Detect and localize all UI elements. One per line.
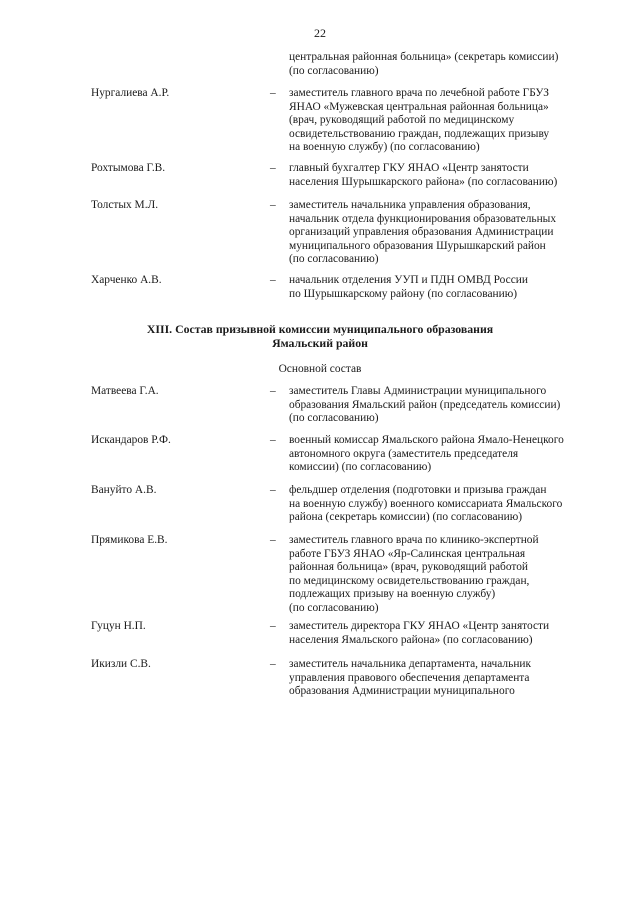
dash-separator: – (270, 274, 276, 286)
position-line: заместитель главного врача по клинико-экспертной (289, 534, 539, 546)
position-line: организаций управления образования Администрации (289, 226, 554, 239)
position-line: (по согласованию) (289, 412, 379, 425)
position-line: заместитель директора ГКУ ЯНАО «Центр занятости (289, 620, 550, 632)
position-line: комиссии) (по согласованию) (289, 461, 432, 474)
member-name: Толстых М.Л. (91, 199, 159, 211)
member-position (289, 199, 607, 267)
continuation-line: (по согласованию) (289, 64, 379, 77)
position-line: муниципального образования Шурышкарский район (289, 239, 546, 252)
subsection-heading: Основной состав (278, 363, 362, 375)
position-line: заместитель главного врача по лечебной работе ГБУЗ (289, 87, 549, 99)
position-line: заместитель Главы Администрации муниципального (289, 385, 547, 397)
continuation-text (289, 51, 607, 78)
position-line: управления правового обеспечения департамента (289, 671, 530, 684)
position-line: автономного округа (заместитель председателя (289, 447, 519, 460)
position-line: образования Ямальский район (председатель комиссии) (289, 398, 561, 411)
position-line: военный комиссар Ямальского района Ямало-Ненецкого (289, 434, 564, 446)
member-name: Искандаров Р.Ф. (91, 434, 171, 446)
position-line: на военную службу) (по согласованию) (289, 141, 480, 154)
position-line: (врач, руководящий работой по медицинскому (289, 114, 515, 127)
member-position (289, 274, 607, 301)
member-name: Матвеева Г.А. (91, 385, 159, 397)
position-line: образования Администрации муниципального (289, 685, 515, 698)
member-position (289, 534, 607, 616)
member-name: Икизли С.В. (91, 658, 151, 670)
member-name: Гуцун Н.П. (91, 620, 146, 632)
member-name: Вануйто А.В. (91, 484, 157, 496)
position-line: ЯНАО «Мужевская центральная районная больница» (289, 100, 549, 113)
member-position (289, 620, 607, 647)
position-line: (по согласованию) (289, 601, 379, 614)
position-line: работе ГБУЗ ЯНАО «Яр-Салинская центральная (289, 547, 526, 560)
dash-separator: – (270, 87, 276, 99)
section-heading-line: Ямальский район (272, 335, 368, 350)
member-name: Рохтымова Г.В. (91, 162, 166, 174)
member-position (289, 434, 607, 475)
position-line: районная больница» (врач, руководящий работой (289, 561, 528, 574)
position-line: района (секретарь комиссии) (по согласованию) (289, 511, 523, 524)
member-position (289, 484, 607, 525)
member-position (289, 385, 607, 426)
dash-separator: – (270, 434, 276, 446)
position-line: освидетельствованию граждан, подлежащих призыву (289, 127, 550, 140)
dash-separator: – (270, 620, 276, 632)
position-line: (по согласованию) (289, 253, 379, 266)
position-line: на военную службу) военного комиссариата Ямальского (289, 497, 563, 510)
position-line: по медицинскому освидетельствованию граждан, (289, 574, 530, 587)
position-line: населения Шурышкарского района» (по согласованию) (289, 175, 558, 188)
dash-separator: – (270, 199, 276, 211)
position-line: населения Ямальского района» (по согласованию) (289, 633, 533, 646)
page-number: 22 (314, 26, 326, 40)
dash-separator: – (270, 484, 276, 496)
section-heading (0, 323, 640, 351)
position-line: главный бухгалтер ГКУ ЯНАО «Центр занятости (289, 162, 529, 174)
continuation-line: центральная районная больница» (секретарь комиссии) (289, 51, 559, 63)
dash-separator: – (270, 385, 276, 397)
dash-separator: – (270, 658, 276, 670)
member-position (289, 87, 607, 155)
position-line: подлежащих призыву на военную службу) (289, 588, 496, 601)
position-line: заместитель начальника департамента, начальник (289, 658, 532, 670)
member-name: Нургалиева А.Р. (91, 87, 170, 99)
member-position (289, 658, 607, 699)
position-line: фельдшер отделения (подготовки и призыва граждан (289, 484, 547, 496)
member-position (289, 162, 607, 189)
member-name: Харченко А.В. (91, 274, 162, 286)
dash-separator: – (270, 534, 276, 546)
position-line: начальник отдела функционирования образовательных (289, 212, 557, 225)
member-name: Прямикова Е.В. (91, 534, 168, 546)
dash-separator: – (270, 162, 276, 174)
position-line: заместитель начальника управления образования, (289, 199, 531, 211)
position-line: начальник отделения УУП и ПДН ОМВД России (289, 274, 528, 286)
section-heading-line: XIII. Состав призывной комиссии муниципального образования (146, 322, 494, 336)
position-line: по Шурышкарскому району (по согласованию) (289, 287, 518, 300)
